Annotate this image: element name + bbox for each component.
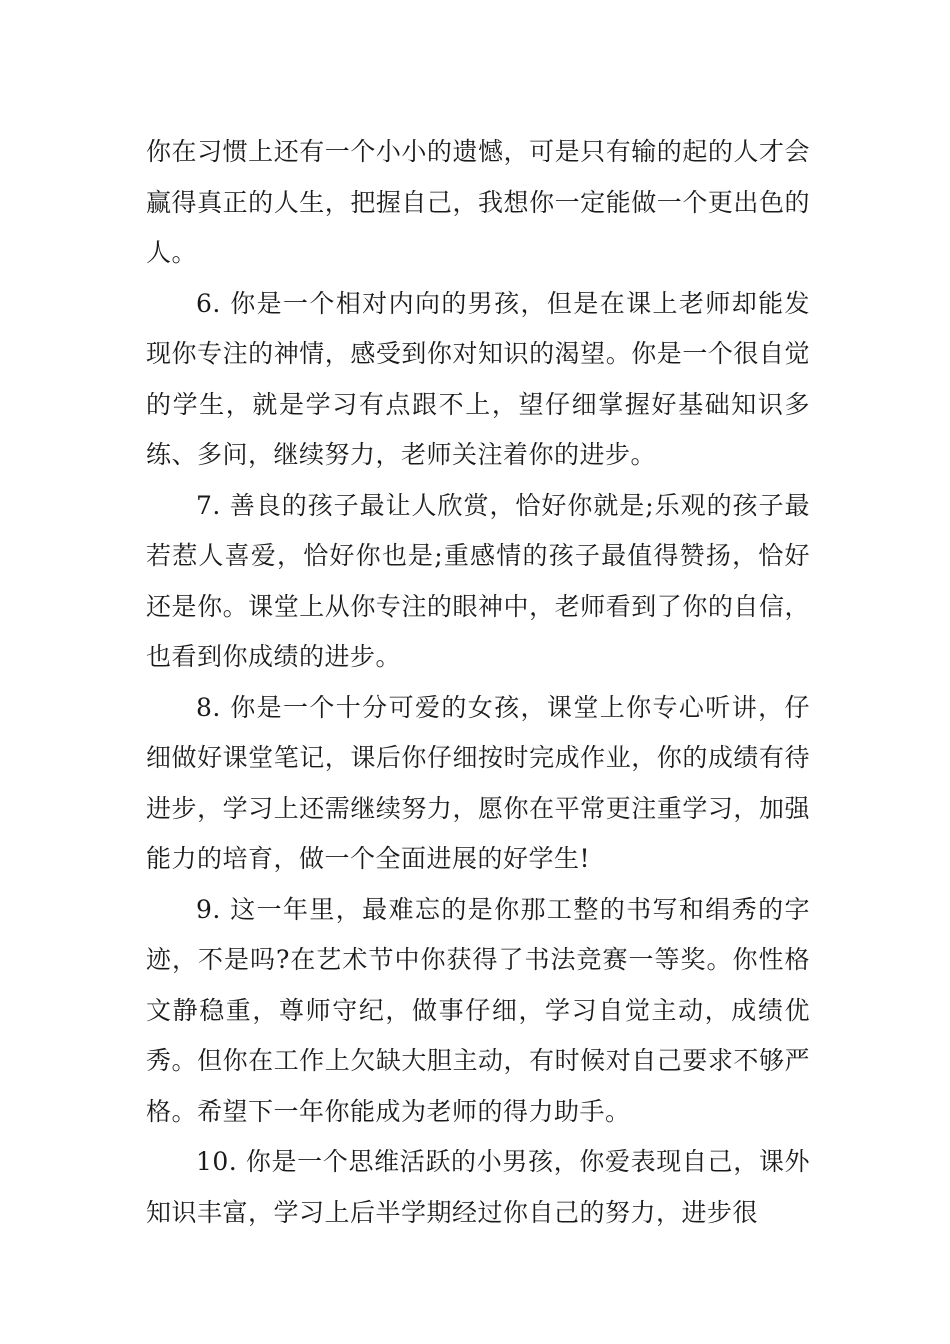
paragraph-item-7: 7. 善良的孩子最让人欣赏，恰好你就是;乐观的孩子最若惹人喜爱，恰好你也是;重感情的孩子最值得赞扬，恰好还是你。课堂上从你专注的眼神中，老师看到了你的自信，也看到你成绩的进步。 [146, 490, 810, 671]
paragraph-item-10: 10. 你是一个思维活跃的小男孩，你爱表现自己，课外知识丰富，学习上后半学期经过你自己的努力，进步很 [146, 1147, 810, 1227]
document-body [146, 127, 810, 1238]
paragraph-continuation: 你在习惯上还有一个小小的遗憾，可是只有输的起的人才会赢得真正的人生，把握自己，我想你一定能做一个更出色的人。 [146, 137, 810, 267]
paragraph-item-9: 9. 这一年里，最难忘的是你那工整的书写和绢秀的字迹，不是吗?在艺术节中你获得了书法竞赛一等奖。你性格文静稳重，尊师守纪，做事仔细，学习自觉主动，成绩优秀。但你在工作上欠缺大胆主动，有时候对自己要求不够严格。希望下一年你能成为老师的得力助手。 [146, 894, 810, 1126]
paragraph-item-6: 6. 你是一个相对内向的男孩，但是在课上老师却能发现你专注的神情，感受到你对知识的渴望。你是一个很自觉的学生，就是学习有点跟不上，望仔细掌握好基础知识多练、多问，继续努力，老师关注着你的进步。 [146, 288, 810, 469]
paragraph-item-8: 8. 你是一个十分可爱的女孩，课堂上你专心听讲，仔细做好课堂笔记，课后你仔细按时完成作业，你的成绩有待进步，学习上还需继续努力，愿你在平常更注重学习，加强能力的培育，做一个全面进展的好学生! [146, 692, 810, 873]
